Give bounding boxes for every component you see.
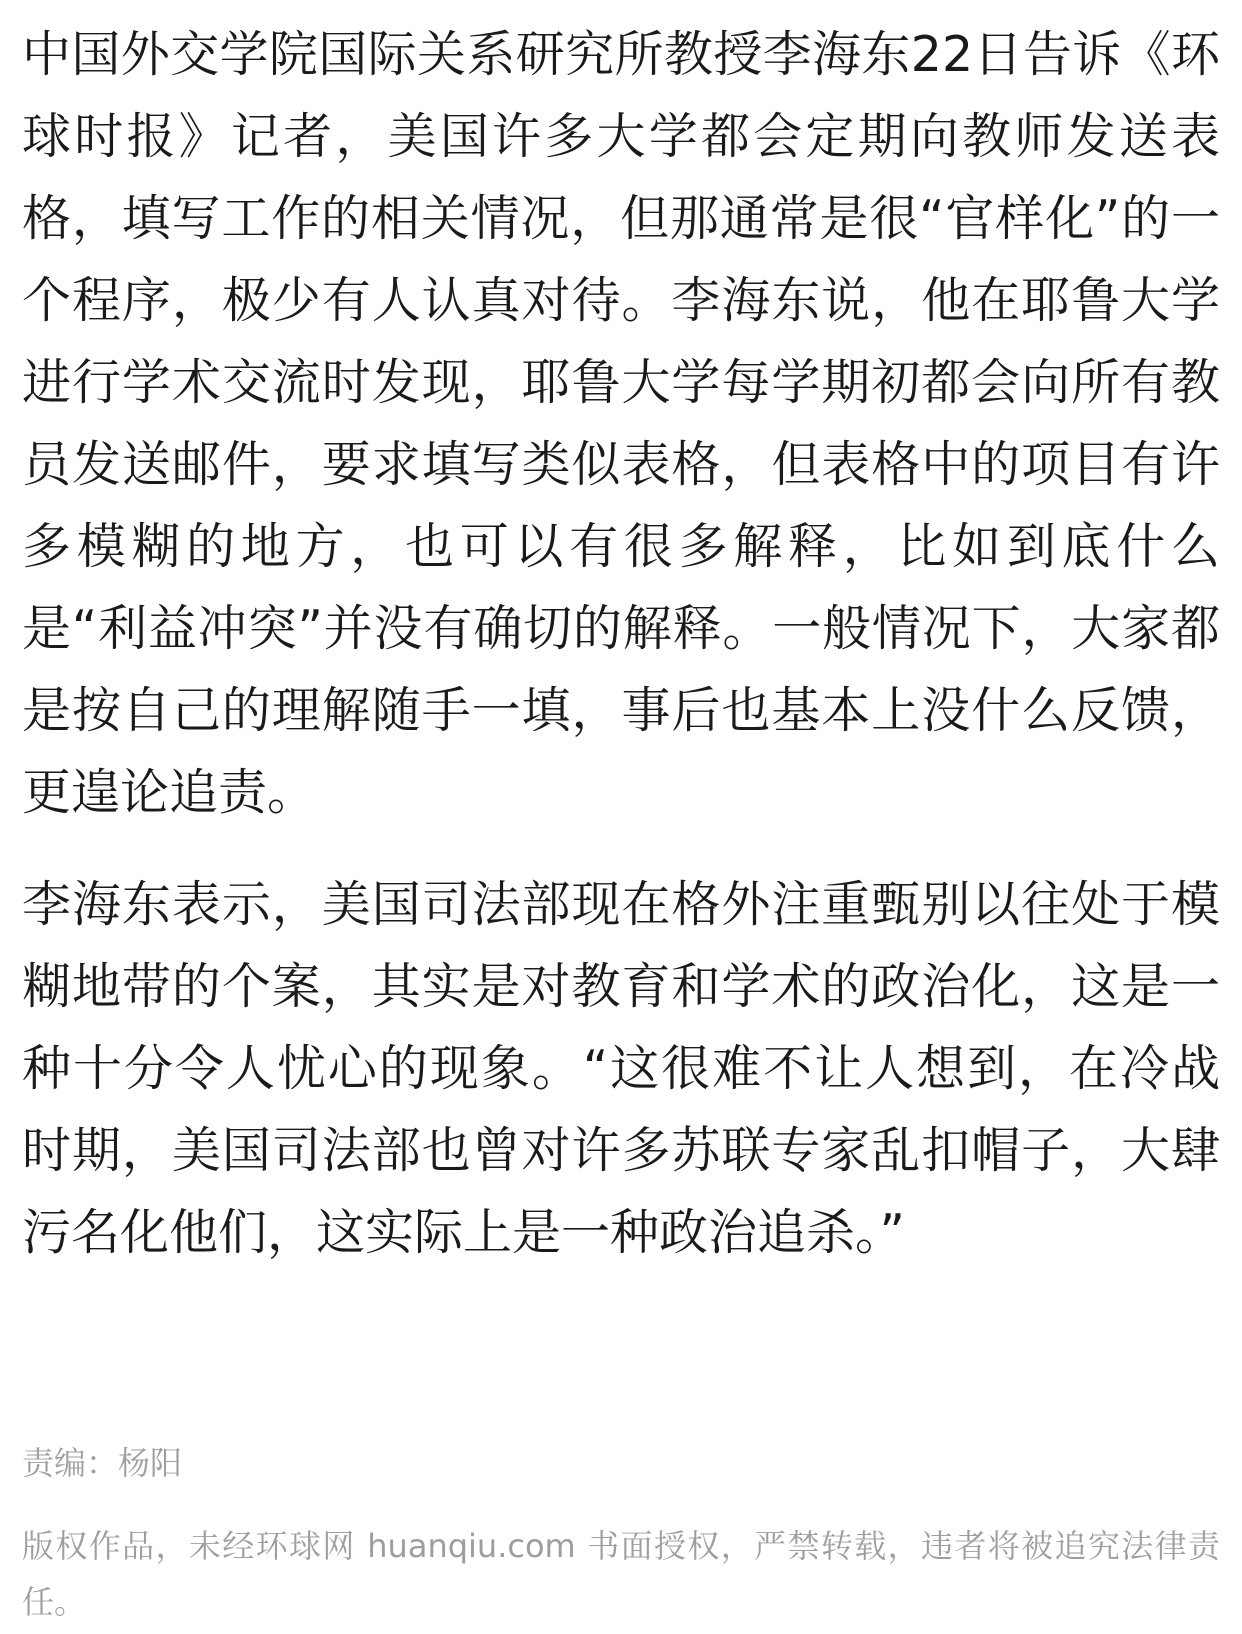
article-body — [22, 14, 1220, 1274]
article-paragraph: 李海东表示，美国司法部现在格外注重甄别以往处于模糊地带的个案，其实是对教育和学术的政治化，这是一种十分令人忧心的现象。“这很难不让人想到，在冷战时期，美国司法部也曾对许多苏联专家乱扣帽子，大肆污名化他们，这实际上是一种政治追杀。” — [22, 876, 1220, 1261]
article-paragraph: 中国外交学院国际关系研究所教授李海东22日告诉《环球时报》记者，美国许多大学都会定期向教师发送表格，填写工作的相关情况，但那通常是很“官样化”的一个程序，极少有人认真对待。李海东说，他在耶鲁大学进行学术交流时发现，耶鲁大学每学期初都会向所有教员发送邮件，要求填写类似表格，但表格中的项目有许多模糊的地方，也可以有很多解释，比如到底什么是“利益冲突”并没有确切的解释。一般情况下，大家都是按自己的理解随手一填，事后也基本上没什么反馈，更遑论追责。 — [22, 26, 1220, 821]
copyright-notice: 版权作品，未经环球网 huanqiu.com 书面授权，严禁转载，违者将被追究法律责任。 — [22, 1527, 1220, 1621]
editor-credit: 责编：杨阳 — [22, 1444, 183, 1482]
